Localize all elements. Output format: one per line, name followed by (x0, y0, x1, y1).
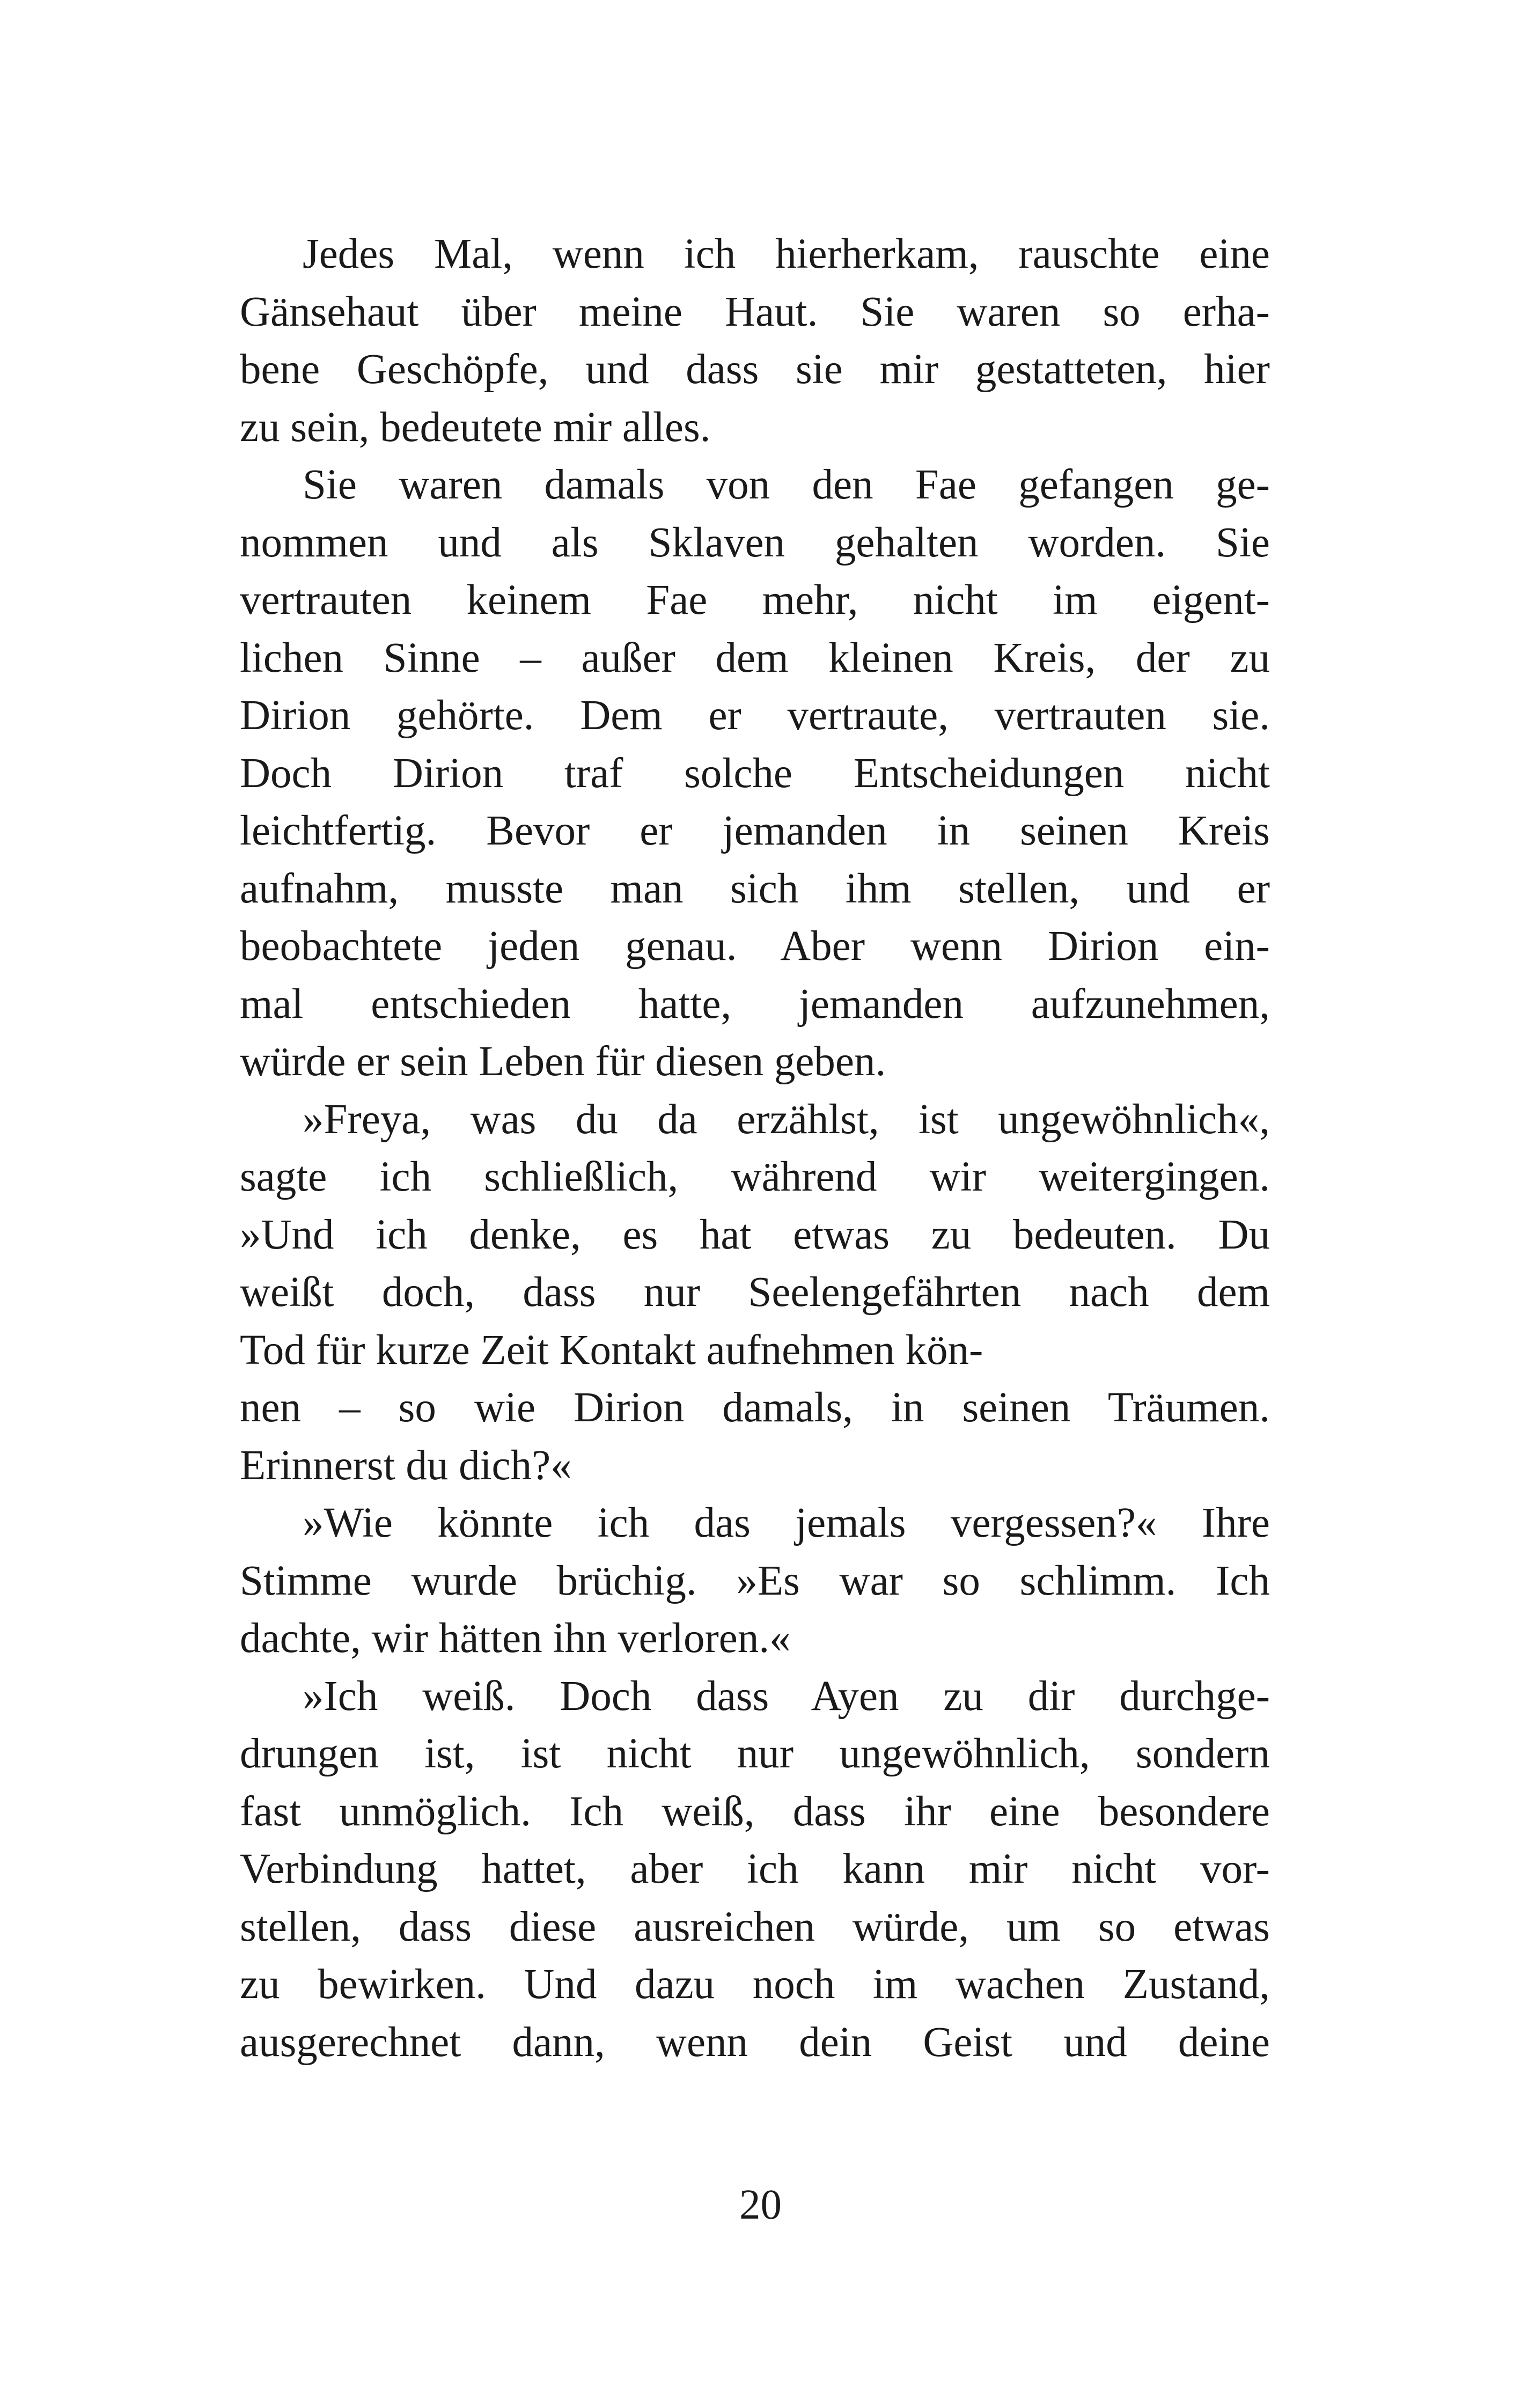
text-line: nommen und als Sklaven gehalten worden. Sie (240, 519, 1270, 566)
text-line: »Und ich denke, es hat etwas zu bedeuten. Du (240, 1211, 1270, 1258)
body-text (240, 225, 1270, 2071)
text-line: weißt doch, dass nur Seelengefährten nach dem (240, 1269, 1270, 1316)
text-line: »Wie könnte ich das jemals vergessen?« Ihre (303, 1500, 1270, 1546)
text-line: Erinnerst du dich?« (240, 1442, 572, 1489)
text-line: »Ich weiß. Doch dass Ayen zu dir durchge- (303, 1672, 1270, 1720)
text-line: würde er sein Leben für diesen geben. (240, 1038, 886, 1085)
text-line: leichtfertig. Bevor er jemanden in seinen Kreis (240, 807, 1270, 854)
text-line: lichen Sinne – außer dem kleinen Kreis, der zu (240, 634, 1270, 681)
text-line: zu sein, bedeutete mir alles. (240, 403, 711, 451)
text-line: nen – so wie Dirion damals, in seinen Träumen. (240, 1384, 1270, 1431)
text-line: Jedes Mal, wenn ich hierherkam, rauschte eine (303, 231, 1270, 277)
text-line: Gänsehaut über meine Haut. Sie waren so erha- (240, 288, 1270, 335)
text-line: Dirion gehörte. Dem er vertraute, vertrauten sie. (240, 692, 1270, 739)
text-line: mal entschieden hatte, jemanden aufzunehmen, (240, 980, 1270, 1027)
text-line: bene Geschöpfe, und dass sie mir gestatteten, hier (240, 346, 1270, 393)
text-line: Tod für kurze Zeit Kontakt aufnehmen kön- (240, 1326, 983, 1374)
text-line: aufnahm, musste man sich ihm stellen, und er (240, 865, 1270, 912)
text-line: drungen ist, ist nicht nur ungewöhnlich, sondern (240, 1730, 1270, 1777)
text-line: stellen, dass diese ausreichen würde, um so etwas (240, 1903, 1270, 1950)
text-line: Sie waren damals von den Fae gefangen ge- (303, 461, 1270, 508)
text-line: Doch Dirion traf solche Entscheidungen nicht (240, 750, 1270, 797)
text-line: Stimme wurde brüchig. »Es war so schlimm. Ich (240, 1557, 1270, 1604)
text-line: ausgerechnet dann, wenn dein Geist und deine (240, 2018, 1270, 2066)
page-number: 20 (739, 2182, 782, 2228)
text-line: Verbindung hattet, aber ich kann mir nicht vor- (240, 1846, 1270, 1892)
text-line: zu bewirken. Und dazu noch im wachen Zustand, (240, 1961, 1270, 2008)
text-line: beobachtete jeden genau. Aber wenn Dirion ein- (240, 923, 1270, 970)
text-line: sagte ich schließlich, während wir weitergingen. (240, 1154, 1270, 1200)
text-line: »Freya, was du da erzählst, ist ungewöhnlich«, (303, 1096, 1270, 1143)
text-line: vertrauten keinem Fae mehr, nicht im eigent- (240, 577, 1270, 623)
text-line: dachte, wir hätten ihn verloren.« (240, 1615, 791, 1662)
text-line: fast unmöglich. Ich weiß, dass ihr eine besondere (240, 1788, 1270, 1835)
